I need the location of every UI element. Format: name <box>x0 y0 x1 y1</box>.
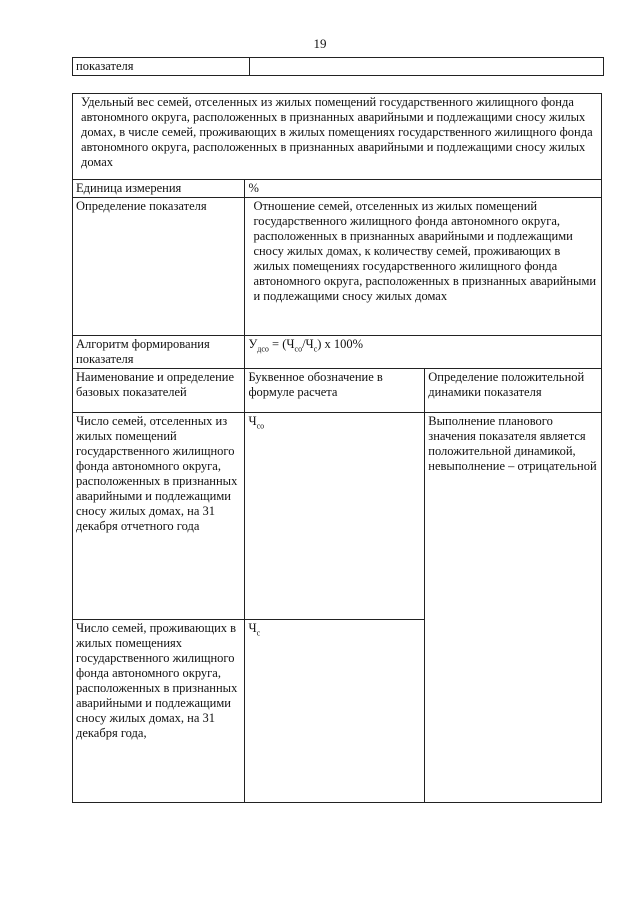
base-header-name: Наименование и определение базовых показателей <box>73 369 245 413</box>
base-header-dynamics: Определение положительной динамики показателя <box>425 369 602 413</box>
formula-den-sub: с <box>313 344 318 354</box>
base-row-2-name: Число семей, проживающих в жилых помещениях государственного жилищного фонда автономного округа, расположенных в признанных аварийными и подлежащими сносу жилых домах, на 31 декабря года, <box>73 620 245 803</box>
indicator-title: Удельный вес семей, отселенных из жилых помещений государственного жилищного фонда автономного округа, расположенных в признанных аварийными и подлежащими сносу жилых домах, в числе семей, проживающих в жилых помещениях государственного жилищного фонда автономного округа, расположенных в признанных аварийными и подлежащими сносу жилых домах <box>73 94 602 180</box>
symbol-letter: Ч <box>248 414 257 428</box>
formula-div: /Ч <box>302 337 314 351</box>
unit-value: % <box>245 180 602 198</box>
formula-lhs-sub: дсо <box>257 344 269 354</box>
formula <box>245 336 602 369</box>
formula-num-sub: со <box>294 344 303 354</box>
formula-eq: = (Ч <box>268 337 295 351</box>
definition-value: Отношение семей, отселенных из жилых помещений государственного жилищного фонда автономного округа, расположенных в признанных аварийными и подлежащими сносу жилых домах, к количеству семей, проживающих в жилых помещениях государственного жилищного фонда автономного округа, расположенных в признанных аварийными и подлежащими сносу жилых домах <box>245 198 602 336</box>
base-row-1-symbol <box>245 413 425 620</box>
continuation-label: показателя <box>73 58 250 76</box>
symbol-letter: Ч <box>248 621 257 635</box>
definition-label: Определение показателя <box>73 198 245 336</box>
unit-label: Единица измерения <box>73 180 245 198</box>
symbol-sub: с <box>256 628 261 638</box>
page-number: 19 <box>313 36 327 51</box>
base-header-symbol: Буквенное обозначение в формуле расчета <box>245 369 425 413</box>
dynamics-text: Выполнение планового значения показателя является положительной динамикой, невыполнение – отрицательной <box>425 413 602 803</box>
formula-tail: ) x 100% <box>317 337 364 351</box>
formula-lhs: У <box>248 337 258 351</box>
symbol-sub: со <box>256 421 265 431</box>
continuation-value <box>250 58 604 76</box>
continuation-table <box>72 57 604 76</box>
indicator-table <box>72 93 602 803</box>
base-row-1-name: Число семей, отселенных из жилых помещений государственного жилищного фонда автономного округа, расположенных в признанных аварийными и подлежащими сносу жилых домах, на 31 декабря отчетного года <box>73 413 245 620</box>
algorithm-label: Алгоритм формирования показателя <box>73 336 245 369</box>
base-row-2-symbol <box>245 620 425 803</box>
